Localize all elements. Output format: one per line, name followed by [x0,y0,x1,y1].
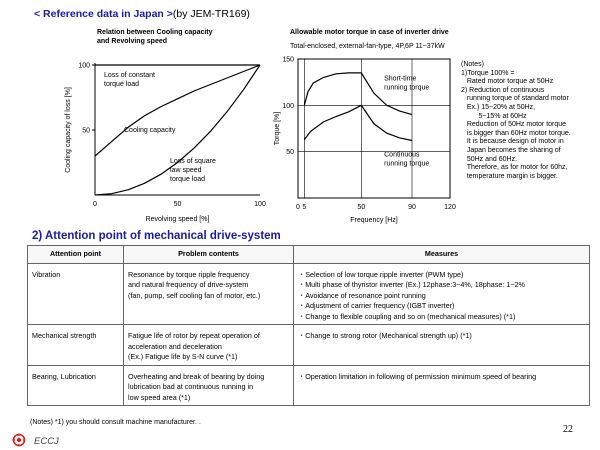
series-label: Continuous [384,151,420,159]
note-line: (Notes) [461,61,484,68]
note-line: temperature margin is bigger. [461,172,558,180]
attention-point-cell: Mechanical strength [28,325,124,366]
measure-line: ・Selection of low torque ripple inverter (PWM type) [298,269,464,279]
note-line: Japan becomes the sharing of [461,146,561,154]
chart2-subtitle: Total-enclosed, external-fan-type, 4P,6P 11~37kW [290,43,445,50]
motor-torque-chart [270,50,460,225]
x-tick-label: 100 [254,201,266,208]
note-line: Reduction of 50Hz motor torque [461,121,567,129]
measures-cell [294,365,590,406]
problem-line: Fatigue life of rotor by repeat operation of [128,331,260,340]
measure-line: ・Avoidance of resonance point running [298,290,426,300]
y-tick-label: 50 [286,149,294,157]
column-header: Measures [294,246,590,264]
x-axis-label: Frequency [Hz] [350,217,398,224]
y-tick-label: 150 [282,56,294,64]
chart1-title-line: Relation between Cooling capacity [97,29,213,36]
y-axis-label: Torque [%] [274,111,281,146]
x-axis-label: Revolving speed [%] [145,216,210,223]
table-row [28,263,590,325]
x-tick-label: 50 [173,201,182,208]
note-line: It is because design of motor in [461,138,564,146]
problem-contents-cell [124,365,294,406]
page-number: 22 [563,424,573,435]
series-label: running torque [384,160,430,168]
eccj-logo [12,433,102,447]
problem-line: and natural frequency of drive-system [128,280,249,289]
reference-header-lead: < Reference data in Japan > [34,8,173,20]
measure-line: ・Operation limitation in following of permission minimum speed of bearing [298,371,537,381]
x-tick-label: 5 [302,204,307,211]
note-line: Rated motor torque at 50Hz [461,78,554,86]
series-label: Short-time [384,75,417,83]
x-tick-label: 50 [357,204,366,211]
problem-contents-cell [124,325,294,366]
problem-contents-cell [124,263,294,325]
note-line: Ex.) 15~20% at 50Hz, [461,103,536,111]
problem-line: (fan, pump, self cooling fan of motor, etc.) [128,290,261,300]
table-header-row [28,246,590,264]
note-line: 2) Reduction of continuous [461,86,545,94]
eccj-logo-icon [13,434,26,447]
measures-table [27,245,590,406]
problem-line: Overheating and break of bearing by doing [128,371,265,381]
note-line: 5~15% at 60Hz [461,112,527,120]
column-header: Attention point [28,246,124,264]
x-tick-label: 90 [408,204,416,211]
footer-notes: (Notes) *1) you should consult machine manufacturer. . [30,419,201,426]
measures-cell [294,325,590,366]
note-line: 50Hz and 60Hz. [461,155,518,163]
measure-line: ・Change to flexible coupling and so on (mechanical measures) (*1) [298,311,516,321]
attention-point-cell: Vibration [28,263,124,325]
series-label: law speed [170,167,202,174]
x-tick-label: 0 [296,204,300,211]
reference-header [34,8,250,20]
note-line: running torque of standard motor [461,95,569,103]
series-label: torque load [170,176,206,183]
note-line: Therefore, as for motor for 60hz, [461,164,568,172]
chart2-title: Allowable motor torque in case of inverter drive [290,29,449,36]
chart-notes [461,61,596,181]
series-label: running torque [384,84,430,92]
table-row [28,325,590,366]
x-tick-label: 120 [444,204,456,211]
y-axis-label: Cooling capacity of loss [%] [65,87,72,173]
problem-line: lubrication bad at continuous running in [128,382,254,391]
measures-cell [294,263,590,325]
chart1-title [97,29,213,46]
measure-line: ・Multi phase of thyristor inverter (Ex.) 12phase:3~4%, 18phase: 1~2% [298,280,525,289]
column-header: Problem contents [124,246,294,264]
series-label: Loss of constant [104,72,155,79]
table-row [28,365,590,406]
y-tick-label: 100 [282,102,294,110]
problem-line: (Ex.) Fatigue life by S-N curve (*1) [128,352,238,361]
chart1-title-line: and Revolving speed [97,37,168,45]
section-heading: 2) Attention point of mechanical drive-system [32,230,281,242]
cooling-capacity-chart [60,55,266,225]
problem-line: low speed area (*1) [128,392,191,402]
series-label: Cooling capacity [124,127,176,134]
logo-text: ECCJ [34,436,59,447]
series-label: Loss of square [170,158,216,165]
x-tick-label: 0 [93,201,97,208]
plot-frame [298,59,450,198]
series-line [304,105,412,140]
y-tick-label: 50 [82,127,90,135]
reference-header-source: (by JEM-TR169) [172,8,250,20]
measure-line: ・Change to strong rotor (Mechanical strength up) (*1) [298,331,472,340]
measure-line: ・Adjustment of carrier frequency (IGBT inverter) [298,301,455,310]
attention-point-cell: Bearing, Lubrication [28,365,124,406]
series-label: torque load [104,81,140,88]
problem-line: acceleration and deceleration [128,341,222,351]
problem-line: Resonance by torque ripple frequency [128,269,250,279]
note-line: 1)Torque 100% = [461,69,515,77]
note-line: is bigger than 60Hz motor torque. [461,129,571,137]
y-tick-label: 100 [78,62,90,70]
